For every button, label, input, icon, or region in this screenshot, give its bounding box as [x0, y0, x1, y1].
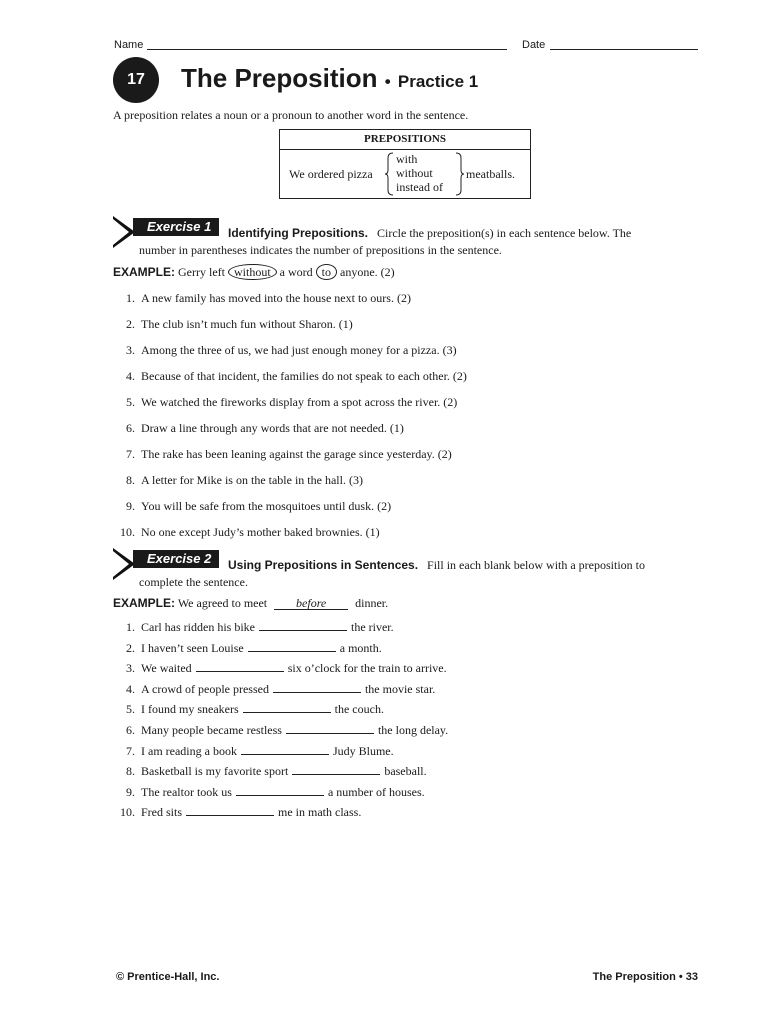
item-text-after: the movie star.	[364, 681, 436, 696]
exercise1-instructions	[228, 226, 631, 241]
exercise2-item	[113, 659, 448, 680]
left-brace	[384, 152, 394, 196]
item-text-before: Carl has ridden his bike	[141, 620, 255, 634]
prepositions-table-heading: PREPOSITIONS	[280, 130, 530, 150]
example-text: anyone. (2)	[340, 265, 395, 279]
exercise1-item[interactable]	[113, 499, 467, 525]
exercise2-item	[113, 721, 448, 742]
example-text: We agreed to meet	[177, 596, 268, 610]
exercise1-list	[113, 291, 467, 551]
exercise2-instructions-line1: Fill in each blank below with a preposition to	[427, 558, 646, 572]
exercise1-item[interactable]	[113, 317, 467, 343]
item-number: 7.	[126, 447, 135, 461]
exercise1-item[interactable]	[113, 291, 467, 317]
answer-blank[interactable]	[259, 618, 347, 631]
exercise2-item	[113, 742, 448, 763]
item-text-after: a month.	[339, 640, 382, 655]
prepositions-table-body	[280, 150, 530, 198]
exercise2-item	[113, 639, 448, 660]
example-label: EXAMPLE:	[113, 265, 176, 279]
example-circled-word: without	[228, 264, 277, 280]
example-label: EXAMPLE:	[113, 596, 176, 610]
table-lead-text: We ordered pizza	[289, 167, 373, 181]
item-text-before: I found my sneakers	[141, 702, 239, 717]
item-number: 2.	[126, 640, 135, 655]
item-text-before: I am reading a book	[141, 743, 237, 758]
item-text: The club isn’t much fun without Sharon. (1)	[141, 317, 353, 331]
title-text: The Preposition	[181, 63, 378, 93]
exercise1-item[interactable]	[113, 343, 467, 369]
item-text: Among the three of us, we had just enough money for a pizza. (3)	[141, 343, 457, 357]
right-brace	[455, 152, 465, 196]
item-text-after: me in math class.	[278, 805, 362, 820]
item-number: 9.	[126, 499, 135, 513]
exercise2-item	[113, 680, 448, 701]
answer-blank[interactable]	[243, 700, 331, 713]
title-separator: •	[384, 72, 391, 91]
example-circled-word: to	[316, 264, 337, 280]
exercise2-arrow-icon	[113, 548, 135, 580]
answer-blank[interactable]	[292, 762, 380, 775]
item-text: You will be safe from the mosquitoes until dusk. (2)	[141, 499, 392, 513]
item-text: We watched the fireworks display from a spot across the river. (2)	[141, 395, 458, 409]
name-field[interactable]	[147, 49, 507, 50]
item-number: 5.	[126, 395, 135, 409]
chapter-number-badge: 17	[113, 57, 159, 103]
exercise2-item	[113, 700, 448, 721]
example-text: a word	[279, 265, 313, 279]
exercise2-item	[113, 803, 448, 824]
exercise2-example	[113, 596, 388, 611]
exercise1-instructions-line2: number in parentheses indicates the number of prepositions in the sentence.	[139, 243, 502, 257]
exercise2-instructions	[228, 558, 645, 573]
item-text-after: a number of houses.	[327, 784, 425, 799]
exercise2-heading: Using Prepositions in Sentences.	[228, 558, 419, 572]
item-number: 10.	[120, 525, 135, 539]
page-title	[181, 63, 478, 94]
item-number: 6.	[126, 421, 135, 435]
item-text: A new family has moved into the house next to ours. (2)	[141, 291, 411, 305]
footer-copyright: © Prentice-Hall, Inc.	[116, 971, 220, 983]
item-text-after: the couch.	[334, 702, 384, 717]
exercise1-item[interactable]	[113, 447, 467, 473]
item-text: Draw a line through any words that are not needed. (1)	[141, 421, 404, 435]
item-number: 2.	[126, 317, 135, 331]
exercise1-item[interactable]	[113, 395, 467, 421]
exercise1-instructions-line1: Circle the preposition(s) in each sentence below. The	[377, 226, 632, 240]
item-text-before: The realtor took us	[141, 784, 232, 799]
exercise1-item[interactable]	[113, 473, 467, 499]
item-text-before: Many people became restless	[141, 722, 282, 737]
date-label: Date	[522, 39, 546, 51]
item-text-after: the long delay.	[377, 722, 449, 737]
answer-blank[interactable]	[273, 680, 361, 693]
item-text: Because of that incident, the families do not speak to each other. (2)	[141, 369, 467, 383]
footer-page-info: The Preposition • 33	[592, 971, 698, 983]
exercise1-example	[113, 265, 395, 280]
example-answer-blank: before	[274, 597, 348, 610]
item-text: The rake has been leaning against the garage since yesterday. (2)	[141, 447, 452, 461]
item-text: No one except Judy’s mother baked brownies. (1)	[141, 525, 380, 539]
item-text-after: the river.	[350, 620, 394, 634]
exercise1-item[interactable]	[113, 369, 467, 395]
intro-text: A preposition relates a noun or a pronoun to another word in the sentence.	[113, 108, 469, 122]
item-number: 9.	[126, 784, 135, 799]
item-number: 10.	[120, 805, 135, 820]
answer-blank[interactable]	[196, 659, 284, 672]
item-number: 1.	[126, 291, 135, 305]
item-number: 4.	[126, 369, 135, 383]
exercise2-instructions-line2: complete the sentence.	[139, 575, 248, 589]
item-text: A letter for Mike is on the table in the hall. (3)	[141, 473, 363, 487]
item-text-before: Basketball is my favorite sport	[141, 764, 289, 779]
item-number: 7.	[126, 743, 135, 758]
date-field[interactable]	[550, 49, 698, 50]
item-number: 4.	[126, 681, 135, 696]
item-number: 3.	[126, 343, 135, 357]
exercise2-item	[113, 618, 448, 639]
exercise2-label: Exercise 2	[133, 550, 219, 568]
exercise1-item[interactable]	[113, 421, 467, 447]
exercise1-heading: Identifying Prepositions.	[228, 226, 369, 240]
item-number: 3.	[126, 661, 135, 676]
answer-blank[interactable]	[286, 721, 374, 734]
item-text-before: Fred sits	[141, 805, 183, 820]
exercise2-list	[113, 618, 448, 824]
prepositions-table	[279, 129, 531, 199]
item-text-after: Judy Blume.	[332, 743, 394, 758]
name-label: Name	[114, 39, 144, 51]
example-text: Gerry left	[178, 265, 225, 279]
item-number: 8.	[126, 764, 135, 779]
item-number: 8.	[126, 473, 135, 487]
item-number: 5.	[126, 702, 135, 717]
exercise2-item	[113, 783, 448, 804]
exercise2-item	[113, 762, 448, 783]
item-number: 1.	[126, 620, 135, 634]
table-tail-text: meatballs.	[466, 167, 515, 181]
table-option-2: without	[396, 166, 433, 180]
answer-blank[interactable]	[248, 639, 336, 652]
table-option-3: instead of	[396, 180, 443, 194]
page-subtitle: Practice 1	[397, 72, 479, 91]
answer-blank[interactable]	[186, 803, 274, 816]
item-text-after: baseball.	[384, 764, 427, 779]
table-option-1: with	[396, 152, 418, 166]
item-text-after: six o’clock for the train to arrive.	[287, 661, 447, 676]
item-text-before: I haven’t seen Louise	[141, 640, 244, 655]
exercise1-arrow-icon	[113, 216, 135, 248]
exercise1-label: Exercise 1	[133, 218, 219, 236]
item-text-before: We waited	[141, 661, 192, 676]
answer-blank[interactable]	[241, 742, 329, 755]
item-text-before: A crowd of people pressed	[141, 681, 269, 696]
answer-blank[interactable]	[236, 783, 324, 796]
item-number: 6.	[126, 722, 135, 737]
example-text: dinner.	[355, 596, 389, 610]
